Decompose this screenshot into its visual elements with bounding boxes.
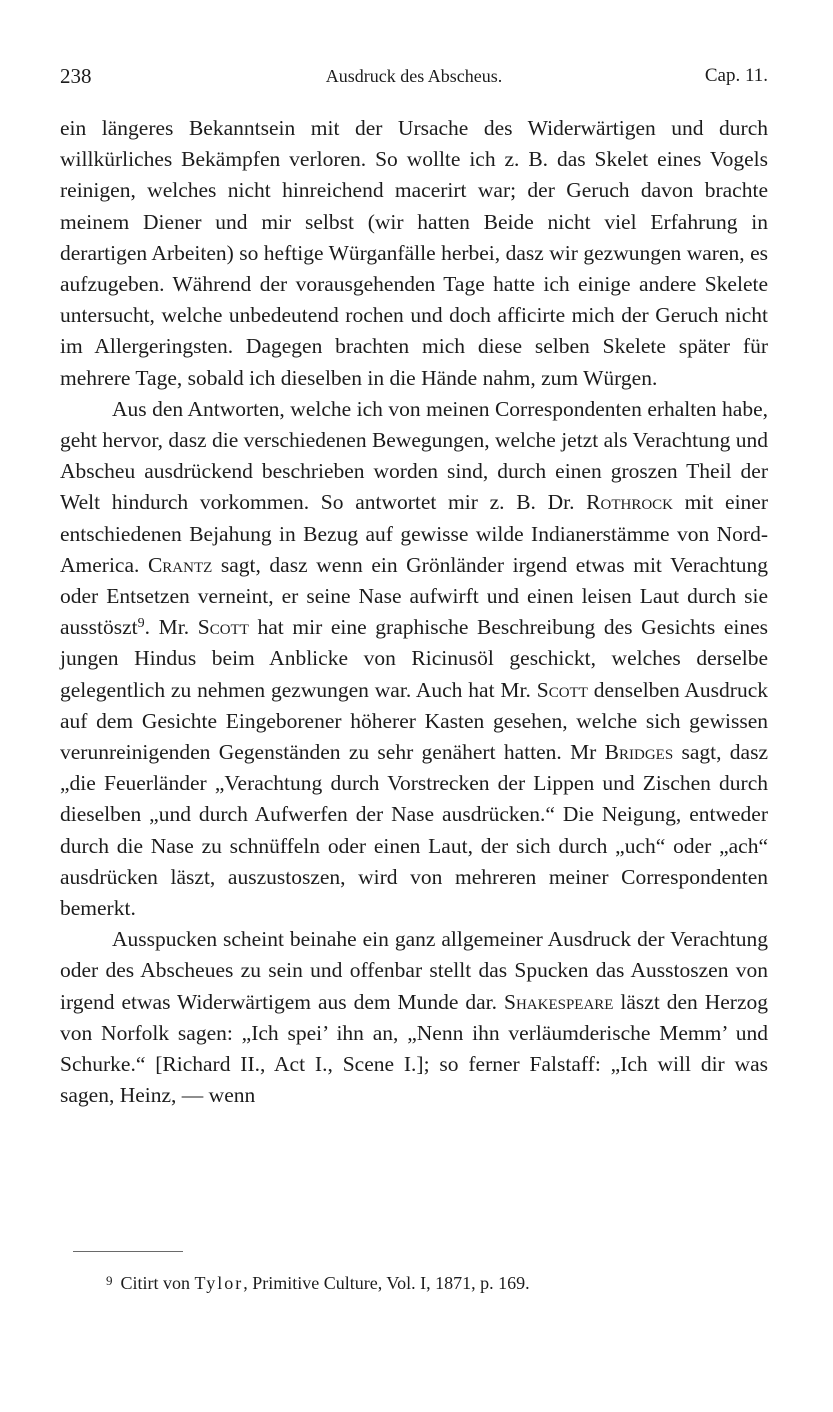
name-scott: Scott bbox=[197, 615, 249, 640]
body-text bbox=[60, 113, 768, 1112]
text-segment: hat mir eine graphische Beschreibung des Gesichts eines jungen Hindus beim Anblicke von Ricinusöl geschickt, welches derselbe gelegentlich zu nehmen gezwungen war. Auch hat Mr. bbox=[60, 615, 769, 702]
name-bridges: Bridges bbox=[604, 740, 674, 765]
page-number: 238 bbox=[60, 64, 92, 88]
footnote-reference: 9 bbox=[137, 616, 145, 632]
paragraph-3 bbox=[60, 924, 768, 1111]
chapter-label: Cap. 11. bbox=[704, 65, 768, 86]
footnote-divider bbox=[73, 1251, 183, 1252]
name-crantz: Crantz bbox=[147, 552, 213, 577]
name-rothrock: Rothrock bbox=[586, 490, 673, 515]
page-header bbox=[60, 64, 768, 96]
paragraph-1: ein längeres Bekanntsein mit der Ursache des Widerwärtigen und durch willkürliches Bekämpfen verloren. So wollte ich z. B. das Skelet eines Vogels reinigen, welches nicht hinreichend macerirt war; der Geruch davon brachte meinem Diener und mir selbst (wir hatten Beide nicht viel Erfahrung in derartigen Arbeiten) so heftige Würganfälle herbei, dasz wir gezwungen waren, es aufzugeben. Während der vorausgehenden Tage hatte ich einige andere Skelete untersucht, welche unbedeutend rochen und doch afficirte mich der Geruch nicht im Allergeringsten. Dagegen brachten mich diese selben Skelete später für mehrere Tage, sobald ich dieselben in die Hände nahm, zum Würgen. bbox=[60, 116, 768, 390]
footnote-text: Citirt von bbox=[120, 1273, 195, 1293]
running-title: Ausdruck des Abscheus. bbox=[325, 66, 503, 86]
text-segment: . Mr. bbox=[144, 615, 198, 640]
text-segment: sagt, dasz wenn ein Grönländer irgend etwas mit Verachtung oder Entsetzen verneint, er seine Nase aufwirft und einen leisen Laut durch sie ausstöszt bbox=[60, 552, 768, 640]
text-segment: sagt, dasz „die Feuerländer „Verachtung durch Vorstrecken der Lippen und Zischen durch dieselben „und durch Aufwerfen der Nase ausdrücken.“ Die Neigung, entweder durch die Nase zu schnüffeln oder einen Laut, der sich durch „uch“ oder „ach“ ausdrücken läszt, auszustoszen, wird von mehreren meiner Correspondenten bemerkt. bbox=[60, 740, 768, 921]
text-segment: läszt den Herzog von Norfolk sagen: „Ich spei’ ihn an, „Nenn ihn verläumderische Memm’ und Schurke.“ [Richard II., Act I., Scene I.]; so ferner Falstaff: „Ich will dir was sagen, Heinz, — wenn bbox=[60, 989, 768, 1108]
footnote-author: Tylor bbox=[194, 1273, 244, 1293]
footnote bbox=[106, 1269, 746, 1295]
name-scott: Scott bbox=[536, 677, 588, 702]
text-segment: Ausspucken scheint beinahe ein ganz allgemeiner Ausdruck der Verachtung oder des Abscheues zu sein und offenbar stellt das Spucken das Ausstoszen von irgend etwas Widerwärtigem aus dem Munde dar. bbox=[60, 927, 768, 1014]
text-segment: mit einer entschiedenen Bejahung in Bezug auf gewisse wilde Indianerstämme von Nord-America. bbox=[60, 490, 768, 577]
text-segment: Aus den Antworten, welche ich von meinen Correspondenten erhalten habe, geht hervor, dasz die verschiedenen Bewegungen, welche jetzt als Verachtung und Abscheu ausdrückend beschrieben worden sind, durch einen groszen Theil der Welt hindurch vorkommen. So antwortet mir z. B. Dr. bbox=[60, 396, 768, 515]
footnote-text: , Primitive Culture, Vol. I, 1871, p. 169. bbox=[243, 1273, 530, 1293]
footnote-marker: 9 bbox=[106, 1273, 113, 1288]
name-shakespeare: Shakespeare bbox=[503, 989, 614, 1014]
paragraph-2 bbox=[60, 394, 768, 924]
text-segment: denselben Ausdruck auf dem Gesichte Eingeborener höherer Kasten gesehen, welche sich gewissen verunreinigenden Gegenständen zu sehr genähert hatten. Mr bbox=[60, 677, 768, 765]
